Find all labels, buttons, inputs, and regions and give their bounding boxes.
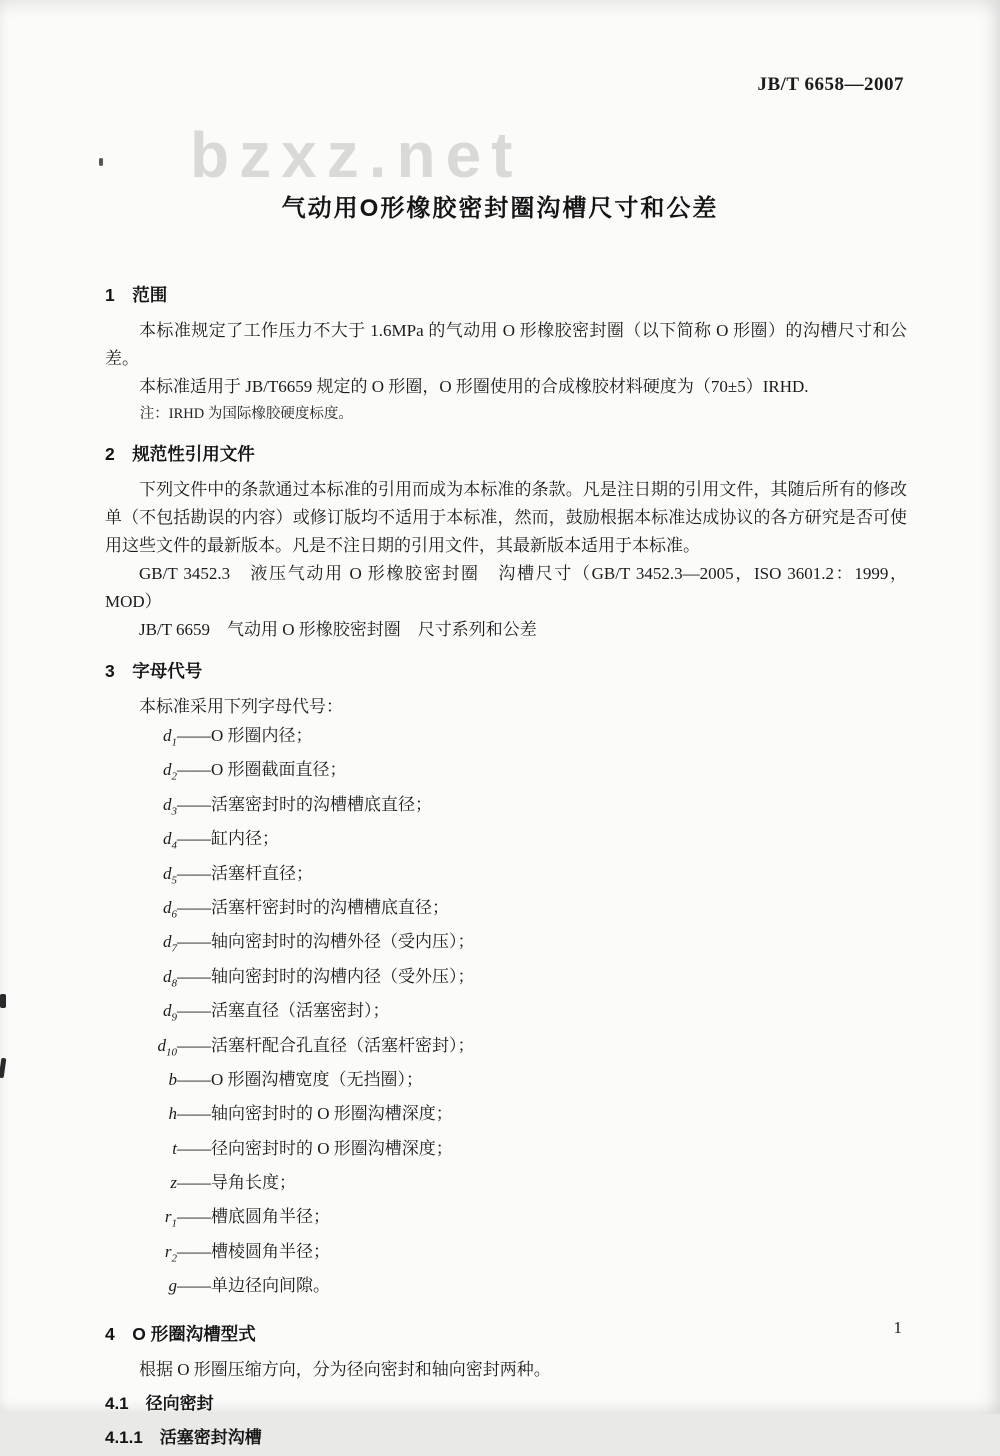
paragraph: 本标准适用于 JB/T6659 规定的 O 形圈，O 形圈使用的合成橡胶材料硬度为（70±5）IRHD. — [139, 377, 809, 396]
paragraph: 根据 O 形圈压缩方向，分为径向密封和轴向密封两种。 — [139, 1359, 551, 1379]
definition-item — [131, 1203, 907, 1237]
page-title: 气动用O形橡胶密封圈沟槽尺寸和公差 — [281, 195, 719, 222]
reference-item: JB/T 6659 气动用 O 形橡胶密封圈 尺寸系列和公差 — [139, 620, 537, 639]
symbol: $d_9$ — [163, 1001, 177, 1024]
paragraph: 本标准规定了工作压力不大于 1.6MPa 的气动用 O 形橡胶密封圈（以下简称 O 形圈）的沟槽尺寸和公差。 — [105, 321, 907, 368]
definition-text: ——O 形圈沟槽宽度（无挡圈）； — [177, 1069, 424, 1089]
document-content — [105, 268, 907, 1456]
symbol: $d_2$ — [163, 760, 177, 783]
section-heading-4: 4 O 形圈沟槽型式 — [105, 1323, 256, 1344]
definition-item — [131, 928, 907, 962]
section-heading-1: 1 范围 — [105, 285, 168, 305]
definition-text: ——活塞杆直径； — [177, 863, 313, 883]
page-number: 1 — [893, 1318, 902, 1337]
section-heading-4-1-1: 4.1.1 活塞密封沟槽 — [105, 1427, 262, 1447]
symbol: $r_1$ — [164, 1207, 177, 1230]
symbol: h — [168, 1104, 177, 1124]
definition-text: ——槽棱圆角半径； — [177, 1241, 330, 1261]
definition-text: ——O 形圈内径； — [177, 726, 313, 745]
symbol: $d_8$ — [163, 966, 177, 990]
definition-item — [131, 997, 907, 1031]
section-heading-4-1: 4.1 径向密封 — [105, 1393, 214, 1413]
definition-text: ——活塞杆配合孔直径（活塞杆密封）； — [177, 1035, 475, 1055]
symbol: $d_1$ — [163, 726, 177, 749]
definition-text: ——轴向密封时的沟槽内径（受外压）； — [177, 966, 475, 986]
definition-text: ——缸内径； — [177, 829, 279, 849]
definition-item — [131, 791, 907, 825]
definition-text: ——O 形圈截面直径； — [177, 760, 347, 780]
definition-item — [131, 1238, 907, 1272]
definition-text: ——活塞直径（活塞密封）； — [177, 1001, 390, 1021]
definition-item — [131, 1066, 907, 1100]
symbol: $d_3$ — [163, 794, 177, 818]
symbol: $d_5$ — [163, 863, 177, 886]
scan-artifact — [0, 1058, 6, 1079]
definition-item — [131, 1272, 907, 1306]
scan-artifact — [99, 158, 103, 166]
symbol: t — [172, 1138, 177, 1158]
symbol: $d_6$ — [163, 897, 177, 921]
symbol: $d_7$ — [163, 932, 177, 955]
definition-item — [131, 894, 907, 928]
letter-code-list — [131, 722, 907, 1307]
definition-text: ——活塞密封时的沟槽槽底直径； — [177, 794, 432, 814]
symbol: $d_4$ — [163, 829, 177, 852]
definition-item — [131, 1135, 907, 1169]
definition-item — [131, 1032, 907, 1066]
reference-item: GB/T 3452.3 液压气动用 O 形橡胶密封圈 沟槽尺寸（GB/T 3452.3—2005，ISO 3601.2：1999，MOD） — [105, 564, 907, 611]
symbol: $d_{10}$ — [157, 1035, 177, 1058]
note-text: 注：IRHD 为国际橡胶硬度标度。 — [139, 406, 353, 422]
definition-item — [131, 1169, 907, 1203]
definition-item — [131, 722, 907, 756]
symbol: z — [170, 1173, 177, 1193]
paragraph: 下列文件中的条款通过本标准的引用而成为本标准的条款。凡是注日期的引用文件，其随后所有的修改单（不包括勘误的内容）或修订版均不适用于本标准，然而，鼓励根据本标准达成协议的各方研究是否可使用这些文件的最新版本。凡是不注日期的引用文件，其最新版本适用于本标准。 — [105, 480, 907, 555]
watermark: bzxz.net — [190, 119, 523, 191]
scan-artifact — [0, 994, 6, 1008]
definition-item — [131, 825, 907, 859]
section-heading-2: 2 规范性引用文件 — [105, 444, 255, 464]
definition-text: ——槽底圆角半径； — [177, 1207, 330, 1227]
definition-item — [131, 1100, 907, 1134]
symbol: g — [168, 1276, 177, 1296]
definition-item — [131, 756, 907, 790]
definition-text: ——径向密封时的 O 形圈沟槽深度； — [177, 1138, 453, 1158]
definition-text: ——导角长度； — [177, 1173, 296, 1193]
symbol: $r_2$ — [164, 1241, 177, 1265]
symbol: b — [168, 1069, 177, 1089]
definition-text: ——活塞杆密封时的沟槽槽底直径； — [177, 897, 449, 917]
section-heading-3: 3 字母代号 — [105, 661, 203, 681]
paragraph: 本标准采用下列字母代号： — [139, 697, 343, 716]
definition-item — [131, 860, 907, 894]
definition-text: ——单边径向间隙。 — [177, 1276, 330, 1296]
doc-number: JB/T 6658—2007 — [757, 74, 904, 95]
definition-item — [131, 963, 907, 997]
definition-text: ——轴向密封时的沟槽外径（受内压）； — [177, 932, 475, 952]
definition-text: ——轴向密封时的 O 形圈沟槽深度； — [177, 1104, 453, 1124]
